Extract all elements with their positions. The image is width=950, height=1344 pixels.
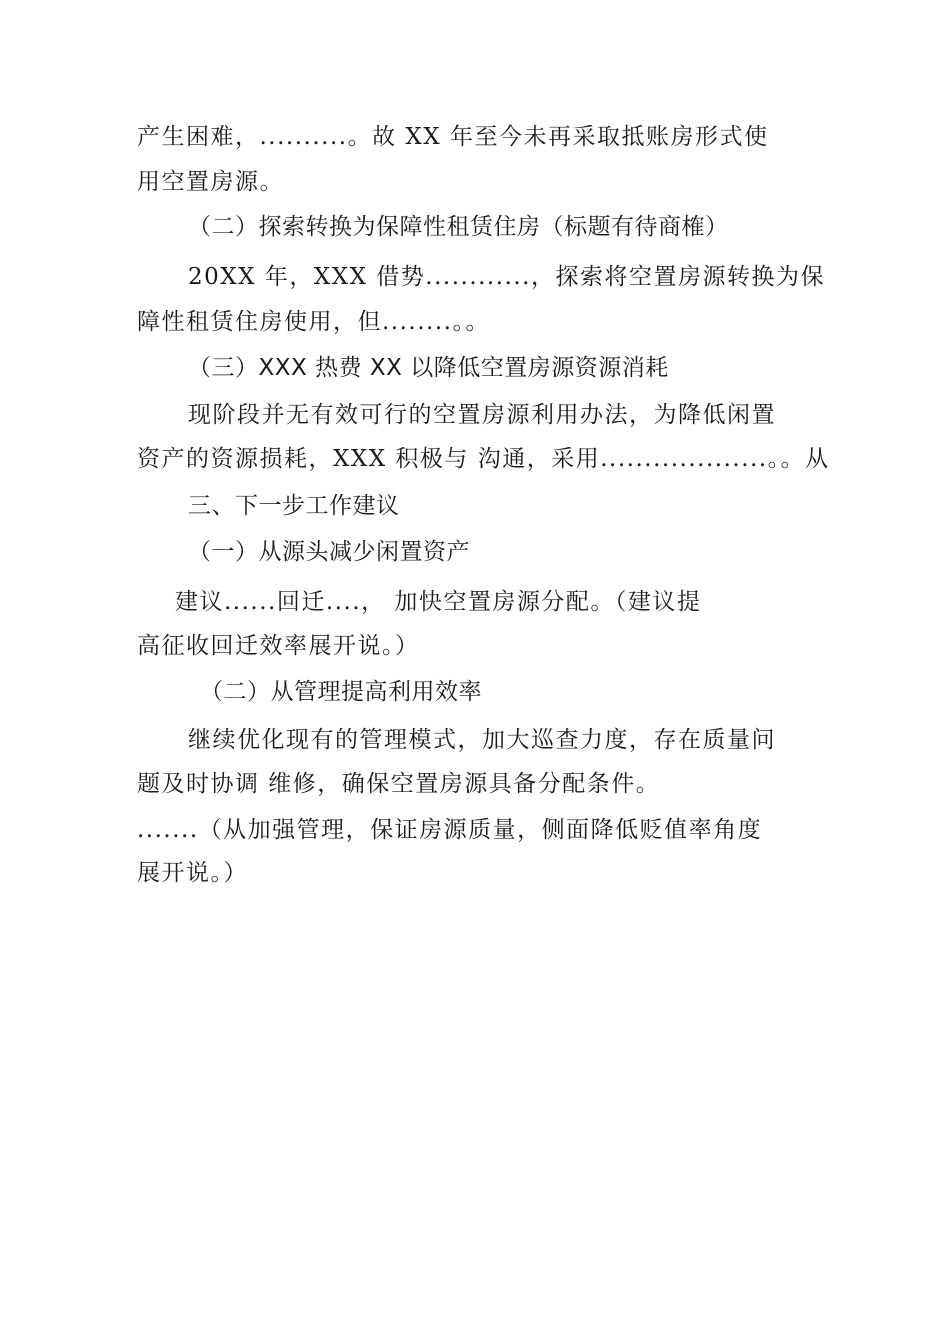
paragraph-line: 用空置房源。 xyxy=(137,169,284,195)
paragraph-line: 障性租赁住房使用，但........。。 xyxy=(137,309,490,335)
section-heading: （二）探索转换为保障性租赁住房（标题有待商榷） xyxy=(188,214,729,240)
paragraph-line: 展开说。） xyxy=(137,860,248,886)
paragraph-line: 建议......回迁....， 加快空置房源分配。（建议提 xyxy=(175,589,702,615)
chapter-heading: 三、下一步工作建议 xyxy=(188,493,400,519)
paragraph-line: 产生困难，..........。故 XX 年至今未再采取抵账房形式使 xyxy=(137,124,769,150)
section-heading: （三）XXX 热费 XX 以降低空置房源资源消耗 xyxy=(188,355,669,381)
paragraph-line: .......（从加强管理，保证房源质量，侧面降低贬值率角度 xyxy=(137,817,763,843)
paragraph-line: 高征收回迁效率展开说。） xyxy=(137,633,420,659)
paragraph-line: 继续优化现有的管理模式，加大巡查力度，存在质量问 xyxy=(188,727,776,753)
paragraph-line: 20XX 年，XXX 借势............，探索将空置房源转换为保 xyxy=(188,264,825,290)
section-heading: （二）从管理提高利用效率 xyxy=(200,679,482,705)
paragraph-line: 现阶段并无有效可行的空置房源利用办法，为降低闲置 xyxy=(188,402,776,428)
paragraph-line: 题及时协调 维修，确保空置房源具备分配条件。 xyxy=(137,771,661,797)
paragraph-line: 资产的资源损耗，XXX 积极与 沟通，采用...................。。从 xyxy=(137,446,830,472)
section-heading: （一）从源头减少闲置资产 xyxy=(188,539,470,565)
